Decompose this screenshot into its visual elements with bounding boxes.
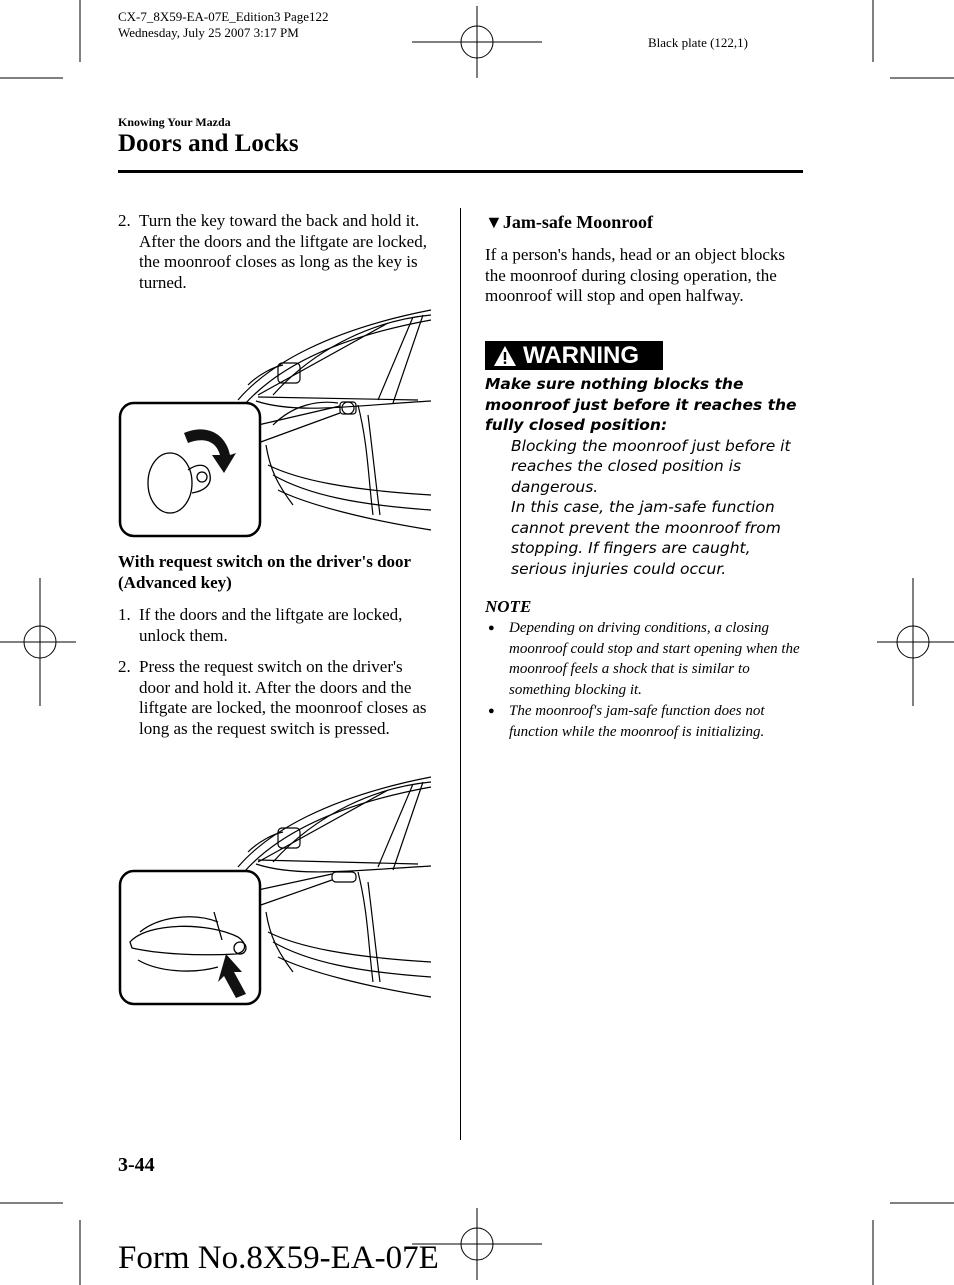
note-list [485,618,800,742]
page-number: 3-44 [118,1154,155,1176]
page-title: Doors and Locks [118,130,299,157]
plate-info: Black plate (122,1) [648,35,748,50]
step-unlock [118,605,433,646]
registration-mark-icon [877,578,954,706]
note-text: Depending on driving conditions, a closing moonroof could stop and start opening when the moonroof feels a shock that is similar to something blocking it. [509,620,800,699]
warning-triangle-icon [493,345,517,367]
column-divider [460,208,461,1140]
print-date-line: Wednesday, July 25 2007 3:17 PM [118,25,299,40]
warning-lead: Make sure nothing blocks the moonroof just before it reaches the fully closed position: [485,375,797,434]
note-label: NOTE [485,597,532,616]
registration-mark-icon [0,578,76,706]
note-text: The moonroof's jam-safe function does not function while the moonroof is initializing. [509,702,765,740]
subheading-request-switch: With request switch on the driver's door (Advanced key) [118,552,411,592]
warning-badge [485,341,663,370]
note-item: ● Depending on driving conditions, a closing moonroof could stop and start opening when the moonroof feels a shock that is similar to something blocking it. [485,618,800,701]
warning-label: WARNING [523,341,639,369]
section-label: Knowing Your Mazda [118,115,231,129]
key-cylinder-illustration [118,305,434,540]
step-number: 1. [118,605,131,624]
jam-safe-intro: If a person's hands, head or an object blocks the moonroof during closing operation, the moonroof will stop and open halfway. [485,245,785,305]
form-number: Form No.8X59-EA-07E [118,1240,439,1276]
note-item: ● The moonroof's jam-safe function does not function while the moonroof is initializing. [485,701,800,742]
step-text: Turn the key toward the back and hold it. After the doors and the liftgate are locked, the moonroof closes as long as the key is turned. [139,211,427,292]
heading-text: Jam-safe Moonroof [502,212,653,232]
title-rule [118,170,803,173]
step-number: 2. [118,657,131,676]
request-switch-illustration [118,772,434,1008]
step-text: Press the request switch on the driver's door and hold it. After the doors and the liftgate are locked, the moonroof closes as long as the request switch is pressed. [139,657,427,738]
warning-body [485,374,800,579]
jam-safe-heading [485,212,653,233]
request-switch-steps [118,605,433,739]
warning-detail-1: Blocking the moonroof just before it reaches the closed position is dangerous. [511,436,791,496]
registration-mark-icon [412,6,542,78]
step-turn-key [118,211,433,293]
heading-marker-icon: ▼ [485,212,503,232]
print-job-line: CX-7_8X59-EA-07E_Edition3 Page122 [118,9,329,24]
step-number: 2. [118,211,131,230]
print-job-info [118,9,329,41]
step-press-switch [118,657,433,739]
step-text: If the doors and the liftgate are locked, unlock them. [139,605,403,645]
warning-detail-2: In this case, the jam-safe function cannot prevent the moonroof from stopping. If fingers are caught, serious injuries could occur. [511,498,781,578]
